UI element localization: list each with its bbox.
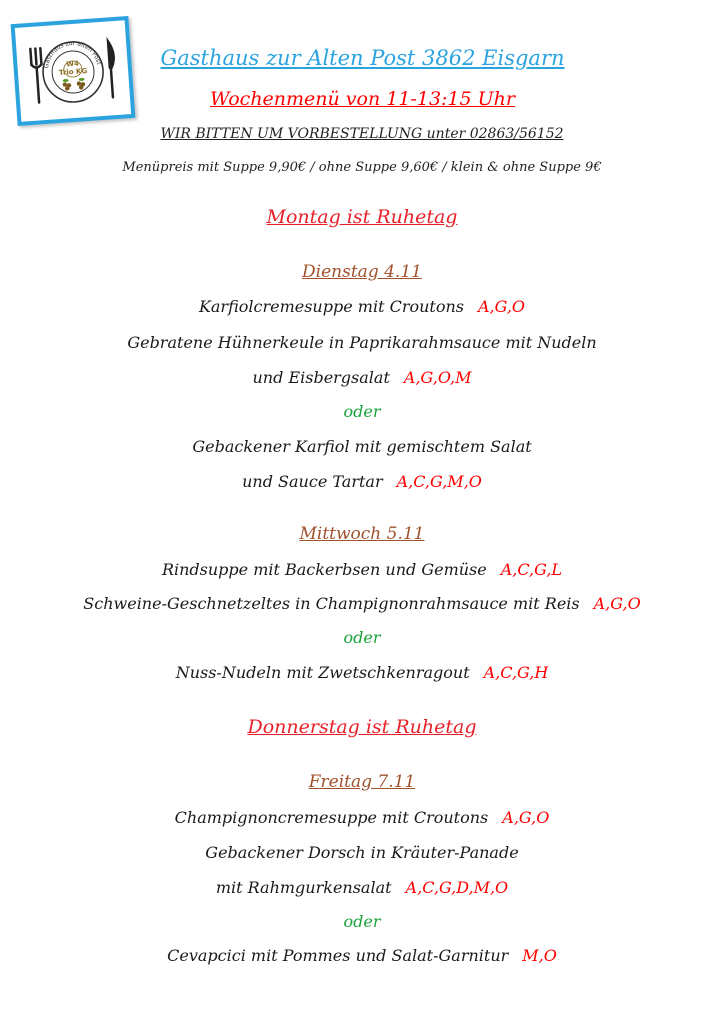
logo-text-w4: W4 [65,59,80,69]
tuesday-main2-line1: Gebackener Karfiol mit gemischtem Salat [192,437,532,456]
menu-prices: Menüpreis mit Suppe 9,90€ / ohne Suppe 9,60€ / klein & ohne Suppe 9€ [122,160,602,175]
tuesday-soup [0,297,724,316]
allergen-codes: A,C,G,L [500,560,563,579]
friday-heading: Freitag 7.11 [308,772,416,792]
wednesday-soup [0,560,724,579]
tuesday-main1-line1: Gebratene Hühnerkeule in Paprikarahmsauce mit Nudeln [127,333,597,352]
dish-text: Rindsuppe mit Backerbsen und Gemüse [161,560,487,579]
logo-ring-text: Gasthaus zur alten Post [42,39,103,69]
allergen-codes: A,G,O,M [403,368,472,387]
friday-oder: oder [343,912,381,931]
order-notice: WIR BITTEN UM VORBESTELLUNG unter 02863/56152 [160,126,564,142]
dish-text: Champignoncremesuppe mit Croutons [174,808,489,827]
restaurant-title: Gasthaus zur Alten Post 3862 Eisgarn [160,46,565,70]
allergen-codes: A,C,G,D,M,O [405,878,509,897]
tuesday-main1-line2 [0,368,724,387]
tuesday-main2-line2 [0,472,724,491]
wednesday-main1 [0,594,724,613]
friday-main2 [0,946,724,965]
tuesday-oder: oder [343,402,381,421]
dish-text: Schweine-Geschnetzeltes in Champignonrahmsauce mit Reis [83,594,580,613]
dish-text: und Sauce Tartar [242,472,383,491]
restaurant-logo [11,16,136,126]
allergen-codes: A,G,O [477,297,526,316]
thursday-rest-day: Donnerstag ist Ruhetag [247,716,477,738]
wednesday-main2 [0,663,724,682]
wednesday-heading: Mittwoch 5.11 [299,524,425,544]
dish-text: Karfiolcremesuppe mit Croutons [198,297,464,316]
monday-rest-day: Montag ist Ruhetag [266,206,458,228]
dish-text: mit Rahmgurkensalat [215,878,392,897]
allergen-codes: A,C,G,M,O [396,472,482,491]
friday-main1-line1: Gebackener Dorsch in Kräuter-Panade [205,843,519,862]
dish-text: Cevapcici mit Pommes und Salat-Garnitur [167,946,509,965]
logo-text-trio: Trio KG [58,67,88,77]
friday-soup [0,808,724,827]
allergen-codes: A,C,G,H [483,663,549,682]
dish-text: Nuss-Nudeln mit Zwetschkenragout [175,663,470,682]
wednesday-oder: oder [343,628,381,647]
dish-text: und Eisbergsalat [252,368,390,387]
allergen-codes: A,G,O [593,594,641,613]
tuesday-heading: Dienstag 4.11 [302,262,422,282]
menu-subtitle: Wochenmenü von 11-13:15 Uhr [210,88,515,110]
allergen-codes: M,O [522,946,557,965]
friday-main1-line2 [0,878,724,897]
allergen-codes: A,G,O [502,808,550,827]
